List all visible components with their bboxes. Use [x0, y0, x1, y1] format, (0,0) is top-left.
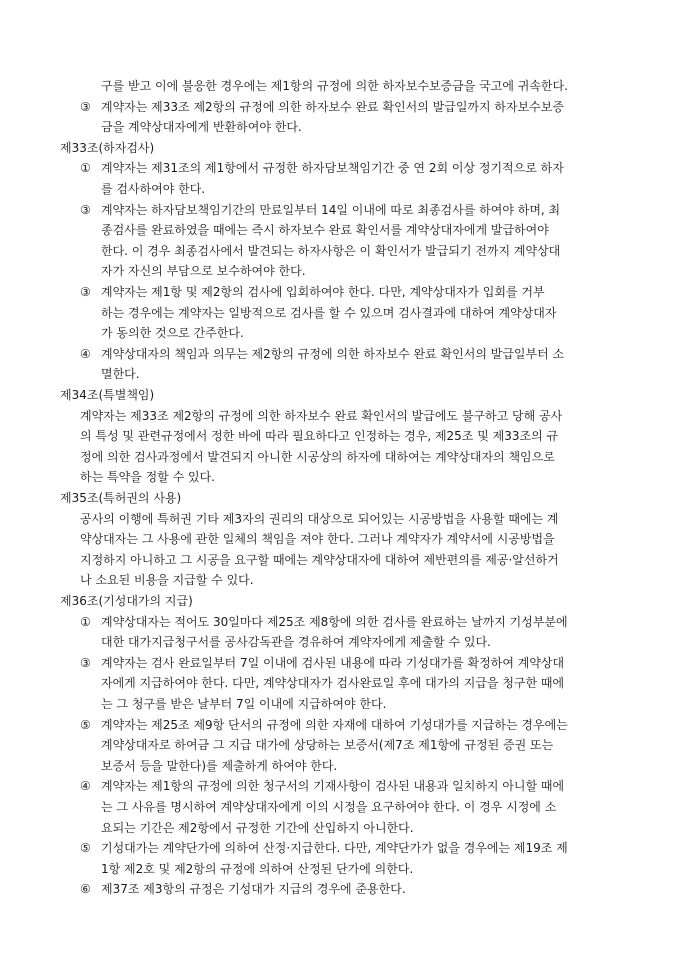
paragraph-line: 종검사를 완료하였을 때에는 즉시 하자보수 완료 확인서를 계약상대자에게 발급하여야 — [101, 223, 549, 238]
body-line: 정에 의한 검사과정에서 발견되지 아니한 시공상의 하자에 대하여는 계약상대자의 책임으로 — [80, 449, 555, 464]
body-line: 지정하지 아니하고 그 시공을 요구할 때에는 계약상대자에 대하여 제반편의를 제공·알선하거 — [80, 552, 559, 567]
paragraph-number: ③ — [80, 285, 91, 299]
paragraph-line: 대한 대가지급청구서를 공사감독관을 경유하여 계약자에게 제출할 수 있다. — [101, 635, 491, 650]
paragraph-line: 멸한다. — [101, 367, 140, 382]
paragraph-line: 는 그 사유를 명시하여 계약상대자에게 이의 시정을 요구하여야 한다. 이 경우 시정에 소 — [101, 800, 557, 814]
paragraph-line: 가 동의한 것으로 간주한다. — [101, 326, 244, 341]
paragraph-number: ① — [80, 161, 91, 176]
paragraph-line: 계약자는 제1항 및 제2항의 검사에 입회하여야 한다. 다만, 계약상대자가 입회를 거부 — [101, 285, 545, 299]
paragraph-number: ③ — [80, 655, 91, 670]
paragraph-number: ⑥ — [80, 882, 91, 897]
body-line: 약상대자는 그 사용에 관한 일체의 책임을 져야 한다. 그러나 계약자가 계약서에 시공방법을 — [80, 532, 555, 547]
paragraph-line: 계약상대자의 책임과 의무는 제2항의 규정에 의한 하자보수 완료 확인서의 발급일부터 소 — [101, 346, 565, 361]
paragraph-number: ⑤ — [80, 717, 91, 732]
paragraph-line: 1항 제2호 및 제2항의 규정에 의하여 산정된 단가에 의한다. — [101, 861, 414, 876]
paragraph-number: ⑤ — [80, 841, 91, 856]
body-line: 계약자는 제33조 제2항의 규정에 의한 하자보수 완료 확인서의 발급에도 불구하고 당해 공사 — [80, 408, 563, 423]
paragraph-number: ④ — [80, 779, 91, 794]
paragraph-line: 계약자는 제1항의 규정에 의한 청구서의 기재사항이 검사된 내용과 일치하지 아니할 때에 — [101, 779, 565, 794]
paragraph-line: 계약자는 제33조 제2항의 규정에 의한 하자보수 완료 확인서의 발급일까지 하자보수보증 — [101, 99, 564, 114]
article-heading: 제33조(하자검사) — [60, 140, 155, 155]
paragraph-line: 자가 자신의 부담으로 보수하여야 한다. — [101, 264, 306, 279]
paragraph-line: 하는 경우에는 계약자는 일방적으로 검사를 할 수 있으며 검사결과에 대하여 계약상대자 — [101, 305, 557, 320]
paragraph-number: ③ — [80, 202, 91, 217]
paragraph-line: 를 검사하여야 한다. — [101, 182, 206, 196]
paragraph-line: 계약상대자로 하여금 그 지급 대가에 상당하는 보증서(제7조 제1항에 규정된 증권 또는 — [101, 738, 554, 753]
paragraph-line: 계약자는 검사 완료일부터 7일 이내에 검사된 내용에 따라 기성대가를 확정하여 계약상대 — [101, 655, 565, 670]
paragraph-line: 계약자는 제31조의 제1항에서 규정한 하자담보책임기간 중 연 2회 이상 정기적으로 하자 — [101, 161, 564, 176]
body-line: 나 소요된 비용을 지급할 수 있다. — [80, 573, 254, 588]
paragraph-number: ③ — [80, 99, 91, 114]
article-heading: 제36조(기성대가의 지급) — [60, 594, 193, 608]
paragraph-line: 금을 계약상대자에게 반환하여야 한다. — [101, 120, 302, 135]
paragraph-line: 보증서 등을 말한다)를 제출하게 하여야 한다. — [101, 758, 338, 773]
paragraph-number: ④ — [80, 346, 91, 361]
paragraph-line: 자에게 지급하여야 한다. 다만, 계약상대자가 검사완료일 후에 대가의 지급을 청구한 때에 — [101, 676, 565, 691]
body-line: 하는 특약을 정할 수 있다. — [80, 470, 215, 485]
body-line: 공사의 이행에 특허권 기타 제3자의 권리의 대상으로 되어있는 시공방법을 사용할 때에는 계 — [80, 511, 559, 526]
continuation-line: 구를 받고 이에 불응한 경우에는 제1항의 규정에 의한 하자보수보증금을 국고에 귀속한다. — [101, 79, 568, 93]
paragraph-line: 계약자는 하자담보책임기간의 만료일부터 14일 이내에 따로 최종검사를 하여야 하며, 최 — [101, 202, 561, 217]
paragraph-line: 요되는 기간은 제2항에서 규정한 기간에 산입하지 아니한다. — [101, 820, 414, 835]
paragraph-number: ① — [80, 614, 91, 629]
paragraph-line: 한다. 이 경우 최종검사에서 발견되는 하자사항은 이 확인서가 발급되기 전까지 계약상대 — [101, 243, 561, 258]
article-heading: 제35조(특허권의 사용) — [60, 491, 182, 505]
paragraph-line: 계약자는 제25조 제9항 단서의 규정에 의한 자재에 대하여 기성대가를 지급하는 경우에는 — [101, 717, 568, 732]
body-line: 의 특성 및 관련규정에서 정한 바에 따라 필요하다고 인정하는 경우, 제25조 및 제33조의 규 — [80, 429, 559, 444]
article-heading: 제34조(특별책임) — [60, 388, 155, 402]
paragraph-line: 계약상대자는 적어도 30일마다 제25조 제8항에 의한 검사를 완료하는 날까지 기성부분에 — [101, 614, 568, 629]
paragraph-line: 기성대가는 계약단가에 의하여 산정·지급한다. 다만, 계약단가가 없을 경우에는 제19조 제 — [101, 841, 568, 856]
paragraph-line: 는 그 청구를 받은 날부터 7일 이내에 지급하여야 한다. — [101, 697, 387, 711]
paragraph-line: 제37조 제3항의 규정은 기성대가 지급의 경우에 준용한다. — [101, 882, 406, 897]
